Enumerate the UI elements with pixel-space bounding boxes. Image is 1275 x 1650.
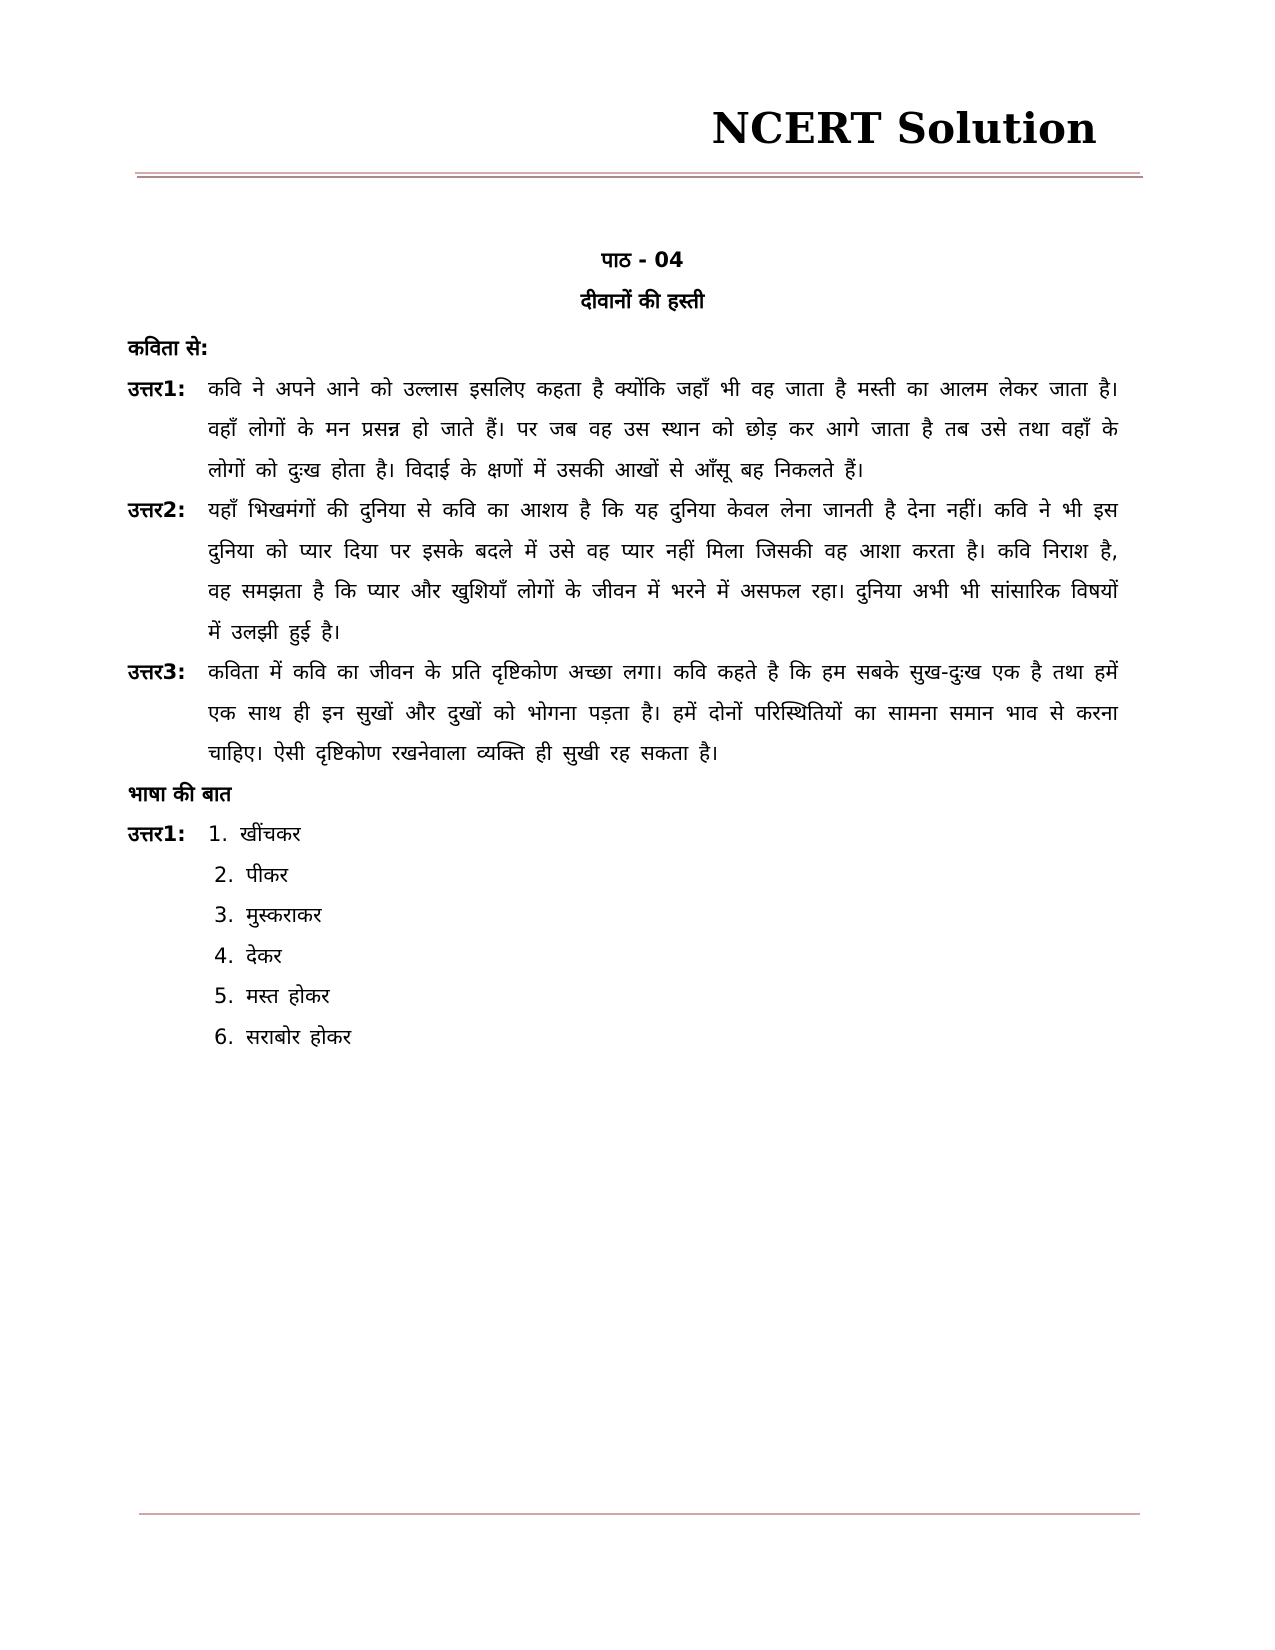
list-item: [214, 936, 351, 977]
answer-block: [128, 814, 1118, 1057]
list-item: [214, 855, 351, 896]
answer-label: उत्तर1:: [128, 376, 186, 401]
document-body: [128, 328, 1118, 1057]
list-item-text: मस्त होकर: [246, 984, 330, 1008]
answer-text: कविता में कवि का जीवन के प्रति दृष्टिकोण अच्छा लगा। कवि कहते है कि हम सबके सुख-दुःख एक है तथा हमें एक साथ ही इन सुखों और दुखों को भोगना पड़ता है। हमें दोनों परिस्थितियों का सामना समान भाव से करना चाहिए। ऐसी दृष्टिकोण रखनेवाला व्यक्ति ही सुखी रह सकता है।: [208, 660, 1118, 765]
answer-label: उत्तर3:: [128, 660, 186, 684]
list-item-text: सराबोर होकर: [246, 1024, 352, 1049]
section-heading-kavita-se: कविता से:: [128, 336, 209, 360]
chapter-number: पाठ - 04: [601, 248, 684, 272]
list-item: [208, 814, 351, 855]
list-item: [214, 1017, 351, 1058]
list-item-number: 1.: [208, 822, 229, 846]
list-item: [214, 976, 351, 1017]
list-item: [214, 895, 351, 936]
answer-block: [128, 369, 1118, 491]
list-item-number: 5.: [214, 984, 235, 1008]
brand-title: NCERT Solution: [711, 104, 1097, 153]
chapter-title: दीवानों की हस्ती: [580, 289, 705, 313]
answer-block: [128, 490, 1118, 652]
list-item-number: 6.: [214, 1024, 235, 1049]
header-rule-bottom: [137, 176, 1143, 178]
answer-label: उत्तर1:: [128, 822, 186, 846]
answer-text: यहाँ भिखमंगों की दुनिया से कवि का आशय है कि यह दुनिया केवल लेना जानती है देना नहीं। कवि ने भी इस दुनिया को प्यार दिया पर इसके बदले में उसे वह प्यार नहीं मिला जिसकी वह आशा करता है। कवि निराश है, वह समझता है कि प्यार और खुशियाँ लोगों के जीवन में भरने में असफल रहा। दुनिया अभी भी सांसारिक विषयों में उलझी हुई है।: [208, 498, 1118, 644]
list-item-text: देकर: [246, 943, 282, 968]
answer-list: [208, 814, 351, 1057]
list-item-number: 3.: [214, 903, 235, 927]
header-rule-top: [135, 172, 1140, 174]
list-item-text: खींचकर: [240, 822, 301, 846]
answer-block: [128, 652, 1118, 774]
list-item-number: 2.: [214, 862, 235, 887]
list-item-text: मुस्कराकर: [246, 903, 322, 927]
section-heading-bhasha-ki-baat: भाषा की बात: [128, 781, 232, 806]
list-item-text: पीकर: [246, 862, 289, 887]
answer-text: कवि ने अपने आने को उल्लास इसलिए कहता है क्योंकि जहाँ भी वह जाता है मस्ती का आलम लेकर जाता है। वहाँ लोगों के मन प्रसन्न हो जाते हैं। पर जब वह उस स्थान को छोड़ कर आगे जाता है तब उसे तथा वहाँ के लोगों को दुःख होता है। विदाई के क्षणों में उसकी आखों से आँसू बह निकलते हैं।: [208, 376, 1118, 482]
list-item-number: 4.: [214, 943, 235, 968]
footer-rule: [139, 1513, 1140, 1515]
answer-label: उत्तर2:: [128, 498, 186, 522]
